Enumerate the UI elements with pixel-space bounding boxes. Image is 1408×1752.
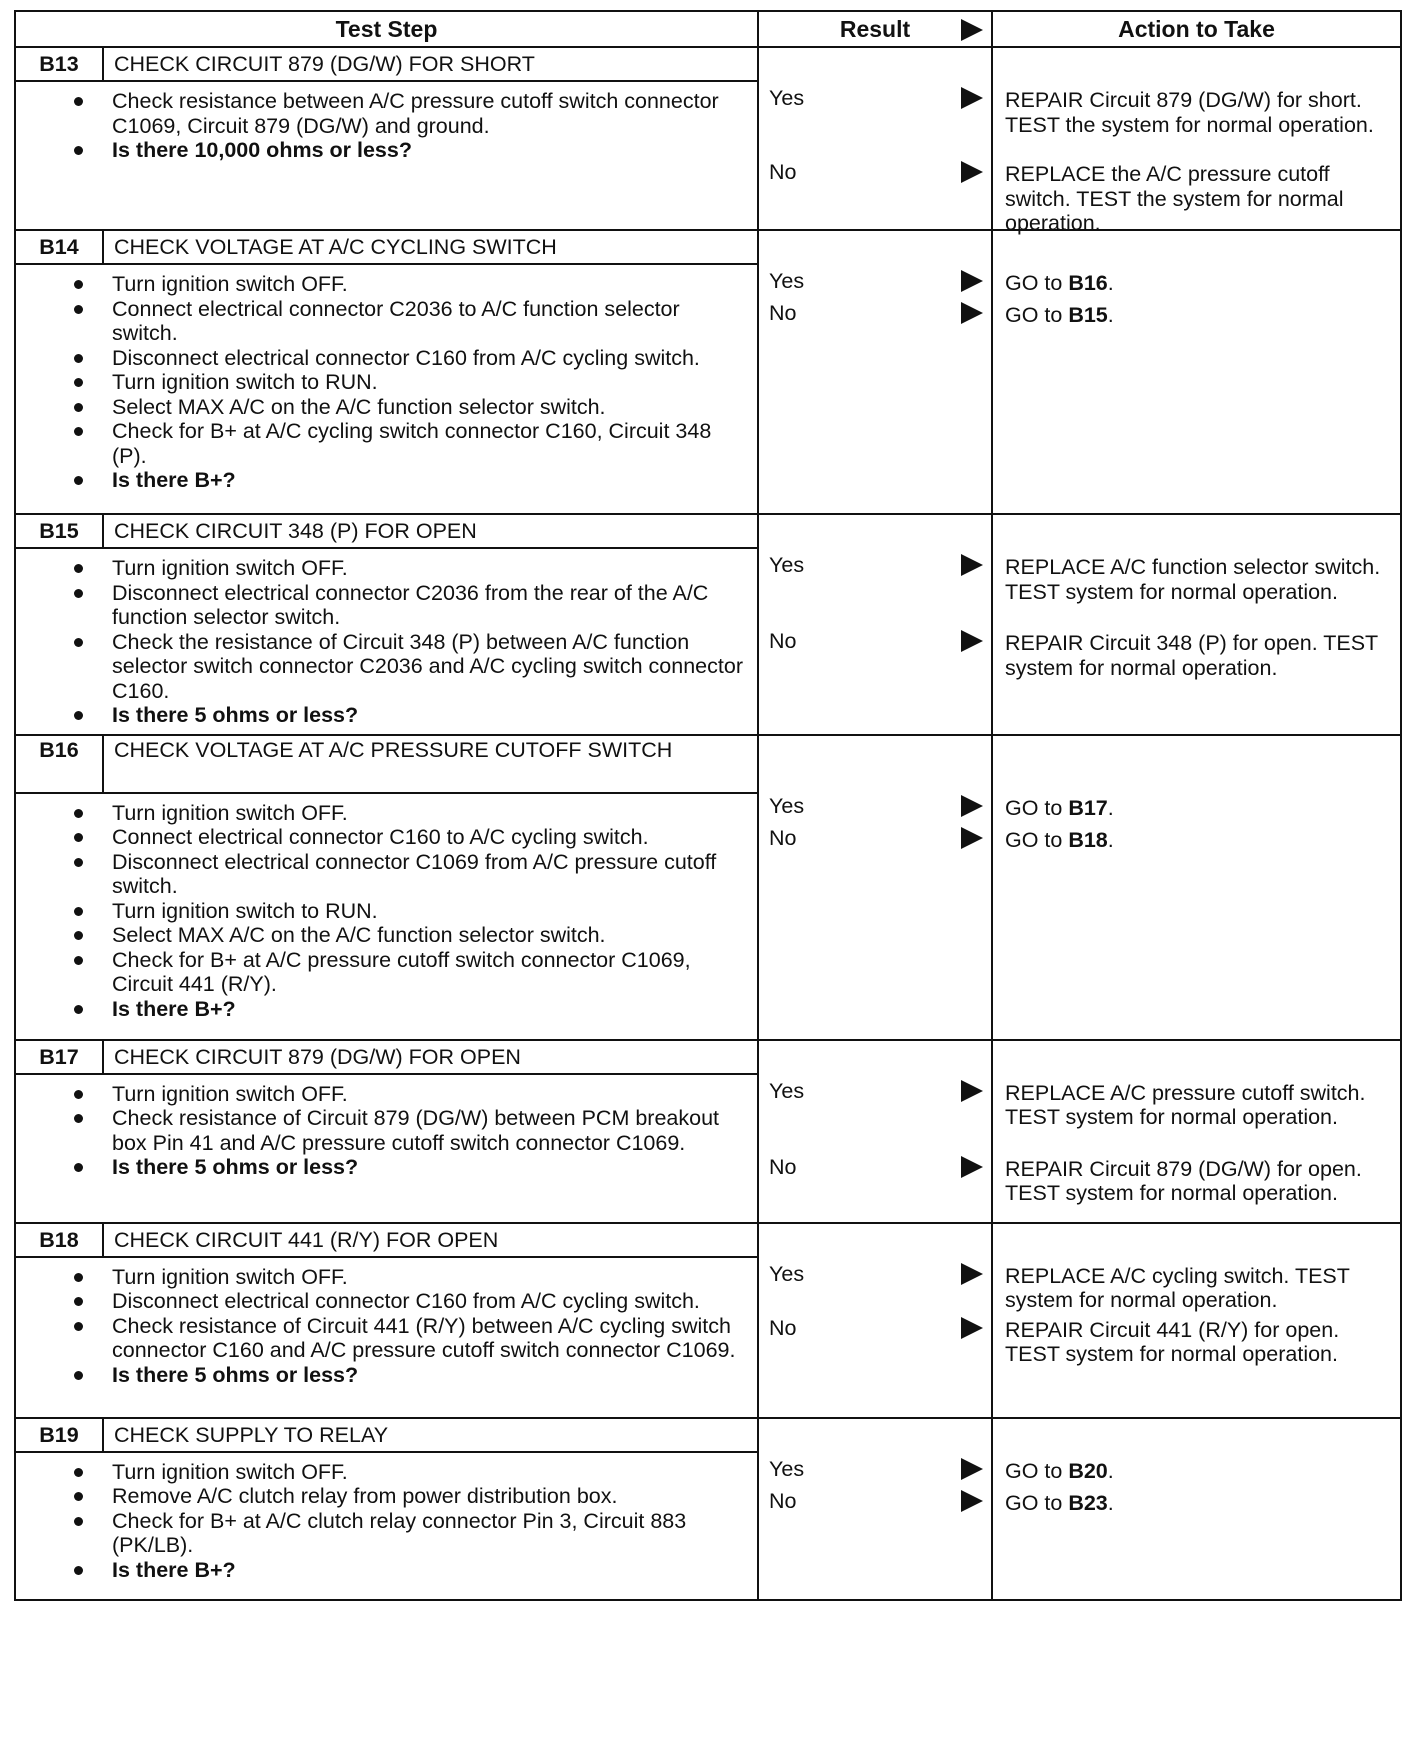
list-item: Check resistance of Circuit 879 (DG/W) between PCM breakout box Pin 41 and A/C pressure cutoff switch connector C1069. (112, 1106, 749, 1155)
list-item: Check the resistance of Circuit 348 (P) between A/C function selector switch connector C2036 and A/C cycling switch connector C160. (112, 630, 749, 704)
step-bullet-list (16, 1075, 757, 1186)
step-id: B17 (16, 1041, 104, 1073)
result-label: No (769, 1315, 797, 1340)
step-reference: B15 (1068, 303, 1108, 327)
table-row (15, 1418, 1401, 1600)
result-yes (769, 86, 983, 110)
list-item: Turn ignition switch OFF. (112, 1265, 749, 1290)
list-item: Disconnect electrical connector C1069 from A/C pressure cutoff switch. (112, 850, 749, 899)
arrow-right-icon (961, 1490, 983, 1512)
header-action: Action to Take (992, 11, 1401, 47)
arrow-right-icon (961, 554, 983, 576)
action-text: REPLACE A/C pressure cutoff switch. TEST system for normal operation. (1005, 1080, 1366, 1129)
step-header (16, 1041, 757, 1075)
step-question: Is there B+? (112, 1558, 749, 1583)
list-item: Disconnect electrical connector C160 from A/C cycling switch. (112, 346, 749, 371)
list-item: Turn ignition switch OFF. (112, 1460, 749, 1485)
header-result (758, 11, 992, 47)
step-header (16, 48, 757, 82)
action-text: REPAIR Circuit 879 (DG/W) for short. TEST the system for normal operation. (1005, 88, 1374, 137)
step-reference: B18 (1068, 827, 1108, 852)
list-item: Turn ignition switch OFF. (112, 1082, 749, 1107)
table-row (15, 47, 1401, 230)
step-id: B15 (16, 515, 104, 547)
result-cell (758, 1040, 992, 1223)
result-yes (769, 1079, 983, 1103)
step-bullet-list (16, 1453, 757, 1589)
action-text: REPAIR Circuit 879 (DG/W) for open. TEST system for normal operation. (1005, 1156, 1362, 1205)
action-cell (992, 230, 1401, 514)
step-bullet-list (16, 1258, 757, 1394)
step-bullet-list (16, 549, 757, 734)
result-no (769, 160, 983, 184)
action-cell (992, 1040, 1401, 1223)
action-text: REPLACE A/C function selector switch. TEST system for normal operation. (1005, 555, 1381, 604)
action-text: REPLACE A/C cycling switch. TEST system for normal operation. (1005, 1263, 1350, 1312)
table-header-row (15, 11, 1401, 47)
list-item: Check resistance between A/C pressure cutoff switch connector C1069, Circuit 879 (DG/W) and ground. (112, 89, 749, 138)
step-header (16, 736, 757, 794)
action-text: GO to B18. (1005, 827, 1114, 852)
list-item: Connect electrical connector C160 to A/C cycling switch. (112, 825, 749, 850)
step-header (16, 1224, 757, 1258)
step-title: CHECK CIRCUIT 879 (DG/W) FOR OPEN (114, 1044, 521, 1069)
table-row (15, 1040, 1401, 1223)
arrow-right-icon (961, 795, 983, 817)
list-item: Check for B+ at A/C clutch relay connector Pin 3, Circuit 883 (PK/LB). (112, 1509, 749, 1558)
result-cell (758, 1223, 992, 1418)
list-item: Check resistance of Circuit 441 (R/Y) between A/C cycling switch connector C160 and A/C pressure cutoff switch connector C1069. (112, 1314, 749, 1363)
step-header (16, 231, 757, 265)
arrow-right-icon (961, 1317, 983, 1339)
action-cell (992, 514, 1401, 735)
step-id: B16 (16, 736, 104, 792)
table-row (15, 230, 1401, 514)
result-label: No (769, 825, 797, 850)
table-row (15, 1223, 1401, 1418)
result-label: Yes (769, 1456, 805, 1481)
result-no (769, 826, 983, 850)
list-item: Disconnect electrical connector C160 from A/C cycling switch. (112, 1289, 749, 1314)
arrow-right-icon (961, 1156, 983, 1178)
arrow-right-icon (961, 87, 983, 109)
step-bullet-list (16, 265, 757, 499)
result-yes (769, 553, 983, 577)
list-item: Turn ignition switch OFF. (112, 556, 749, 581)
step-question: Is there B+? (112, 997, 749, 1022)
action-text: GO to B17. (1005, 795, 1114, 820)
result-label: Yes (769, 793, 805, 818)
action-text: REPAIR Circuit 441 (R/Y) for open. TEST system for normal operation. (1005, 1317, 1340, 1366)
result-no (769, 1489, 983, 1513)
result-label: Yes (769, 553, 805, 577)
list-item: Turn ignition switch OFF. (112, 801, 749, 826)
test-step-cell (15, 735, 758, 1040)
list-item: Select MAX A/C on the A/C function selector switch. (112, 923, 749, 948)
step-id: B13 (16, 48, 104, 80)
action-cell (992, 1418, 1401, 1600)
list-item: Turn ignition switch to RUN. (112, 899, 749, 924)
list-item: Check for B+ at A/C pressure cutoff switch connector C1069, Circuit 441 (R/Y). (112, 948, 749, 997)
result-cell (758, 735, 992, 1040)
step-question: Is there 10,000 ohms or less? (112, 138, 749, 163)
step-bullet-list (16, 794, 757, 1028)
list-item: Turn ignition switch to RUN. (112, 370, 749, 395)
step-title: CHECK CIRCUIT 879 (DG/W) FOR SHORT (114, 52, 535, 76)
step-id: B18 (16, 1224, 104, 1256)
test-step-cell (15, 47, 758, 230)
step-id: B19 (16, 1419, 104, 1451)
test-step-cell (15, 230, 758, 514)
arrow-right-icon (961, 302, 983, 324)
result-cell (758, 1418, 992, 1600)
result-label: No (769, 301, 797, 325)
arrow-right-icon (961, 270, 983, 292)
action-text: GO to B20. (1005, 1458, 1114, 1483)
result-label: No (769, 629, 797, 653)
list-item: Connect electrical connector C2036 to A/C function selector switch. (112, 297, 749, 346)
action-text: GO to B23. (1005, 1490, 1114, 1515)
table-row (15, 735, 1401, 1040)
list-item: Check for B+ at A/C cycling switch connector C160, Circuit 348 (P). (112, 419, 749, 468)
arrow-right-icon (961, 1263, 983, 1285)
step-reference: B16 (1068, 271, 1108, 295)
step-header (16, 515, 757, 549)
diagnostic-table (14, 10, 1400, 1601)
result-no (769, 1316, 983, 1340)
step-title: CHECK SUPPLY TO RELAY (114, 1422, 389, 1447)
test-step-cell (15, 1418, 758, 1600)
test-step-table (14, 10, 1402, 1601)
step-bullet-list (16, 82, 757, 169)
result-label: Yes (769, 269, 805, 293)
step-reference: B23 (1068, 1490, 1108, 1515)
result-label: Yes (769, 1078, 805, 1103)
arrow-right-icon (961, 161, 983, 183)
result-label: No (769, 1488, 797, 1513)
step-title: CHECK VOLTAGE AT A/C CYCLING SWITCH (114, 235, 557, 259)
step-reference: B17 (1068, 795, 1108, 820)
result-no (769, 1155, 983, 1179)
action-cell (992, 1223, 1401, 1418)
step-id: B14 (16, 231, 104, 263)
result-yes (769, 269, 983, 293)
result-cell (758, 47, 992, 230)
header-result-label: Result (839, 16, 911, 42)
result-label: Yes (769, 86, 805, 110)
list-item: Turn ignition switch OFF. (112, 272, 749, 297)
step-reference: B20 (1068, 1458, 1108, 1483)
header-test-step: Test Step (15, 11, 758, 47)
action-text: REPLACE the A/C pressure cutoff switch. TEST the system for normal operation. (1005, 162, 1344, 235)
list-item: Select MAX A/C on the A/C function selector switch. (112, 395, 749, 420)
action-text: REPAIR Circuit 348 (P) for open. TEST system for normal operation. (1005, 631, 1378, 680)
arrow-right-icon (961, 19, 983, 41)
action-text: GO to B15. (1005, 303, 1114, 327)
result-label: No (769, 160, 797, 184)
result-no (769, 629, 983, 653)
step-title: CHECK CIRCUIT 441 (R/Y) FOR OPEN (114, 1227, 499, 1252)
table-row (15, 514, 1401, 735)
result-no (769, 301, 983, 325)
test-step-cell (15, 1040, 758, 1223)
list-item: Remove A/C clutch relay from power distribution box. (112, 1484, 749, 1509)
test-step-cell (15, 514, 758, 735)
arrow-right-icon (961, 1458, 983, 1480)
result-yes (769, 1457, 983, 1481)
arrow-right-icon (961, 630, 983, 652)
step-header (16, 1419, 757, 1453)
arrow-right-icon (961, 827, 983, 849)
action-text: GO to B16. (1005, 271, 1114, 295)
result-cell (758, 230, 992, 514)
action-cell (992, 735, 1401, 1040)
step-title: CHECK CIRCUIT 348 (P) FOR OPEN (114, 519, 477, 543)
step-question: Is there 5 ohms or less? (112, 1155, 749, 1180)
list-item: Disconnect electrical connector C2036 from the rear of the A/C function selector switch. (112, 581, 749, 630)
step-question: Is there 5 ohms or less? (112, 703, 749, 728)
result-label: No (769, 1154, 797, 1179)
arrow-right-icon (961, 1080, 983, 1102)
action-cell (992, 47, 1401, 235)
result-cell (758, 514, 992, 735)
result-label: Yes (769, 1261, 805, 1286)
step-question: Is there B+? (112, 468, 749, 493)
step-question: Is there 5 ohms or less? (112, 1363, 749, 1388)
result-yes (769, 1262, 983, 1286)
result-yes (769, 794, 983, 818)
test-step-cell (15, 1223, 758, 1418)
step-title: CHECK VOLTAGE AT A/C PRESSURE CUTOFF SWITCH (114, 737, 673, 762)
